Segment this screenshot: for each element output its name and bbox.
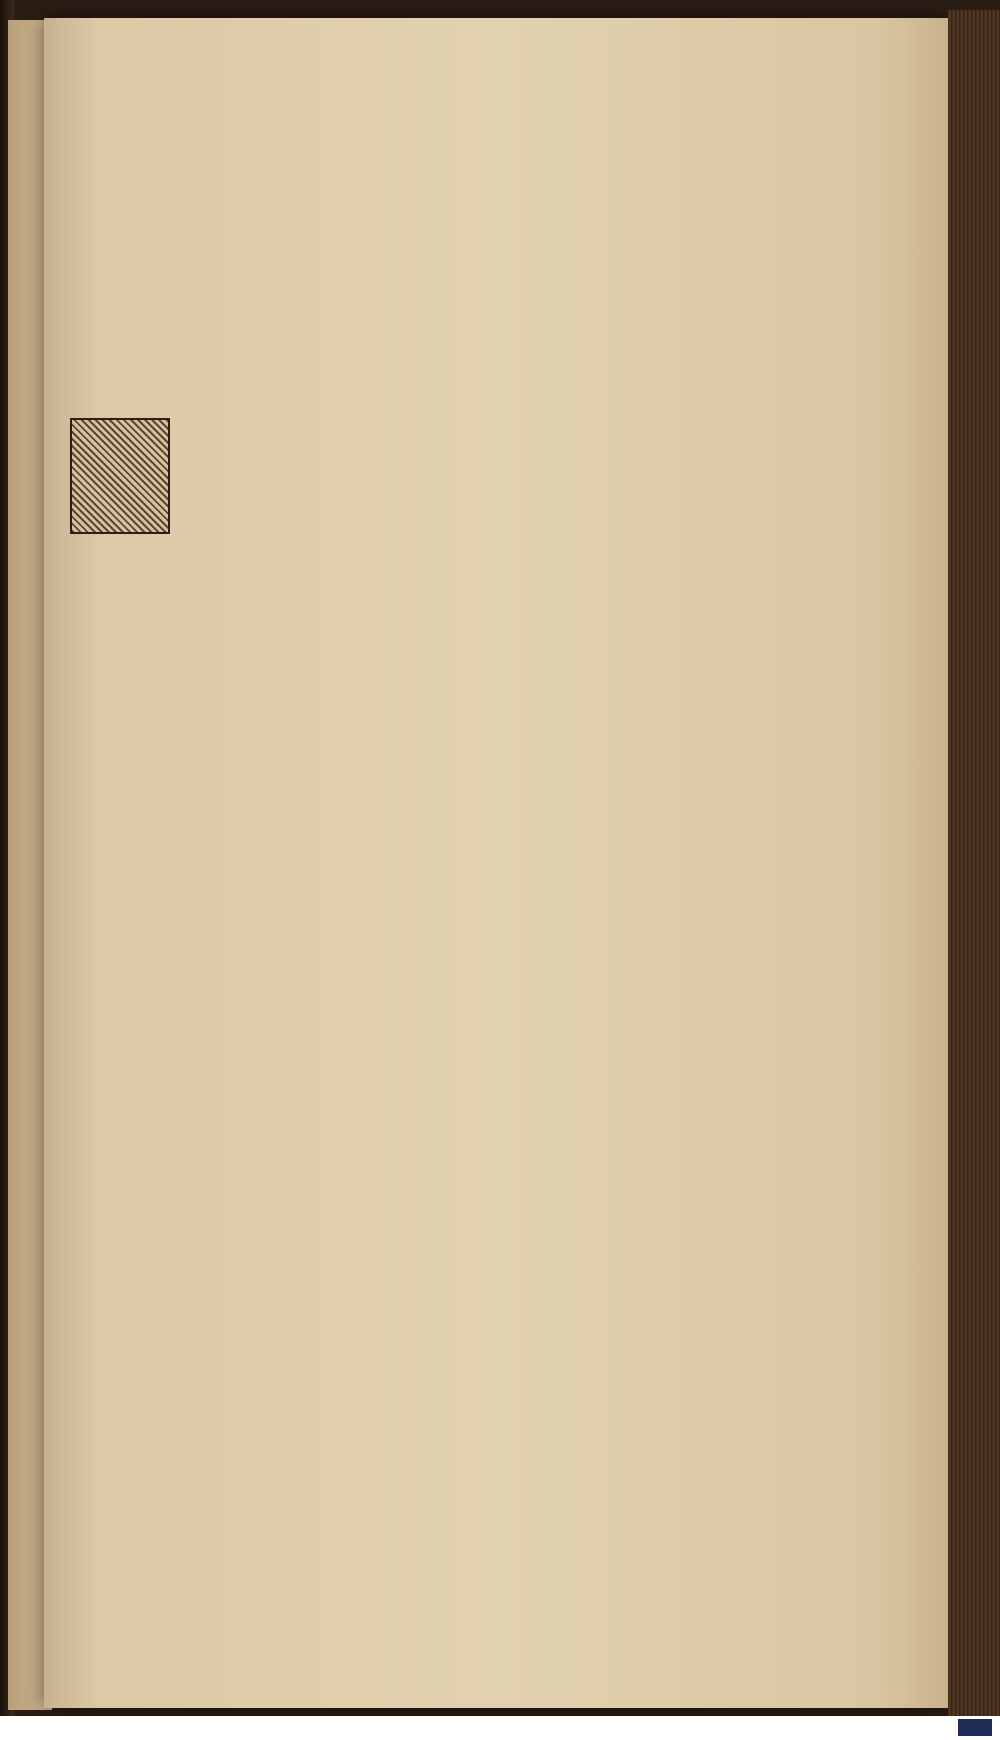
footer-bar (0, 1716, 1000, 1740)
running-head (44, 100, 948, 180)
decorated-initial (70, 418, 170, 534)
dfg-logo (958, 1719, 992, 1736)
initial-letter (72, 420, 168, 532)
book-page (44, 18, 948, 1708)
page-fore-edge (948, 10, 1000, 1720)
